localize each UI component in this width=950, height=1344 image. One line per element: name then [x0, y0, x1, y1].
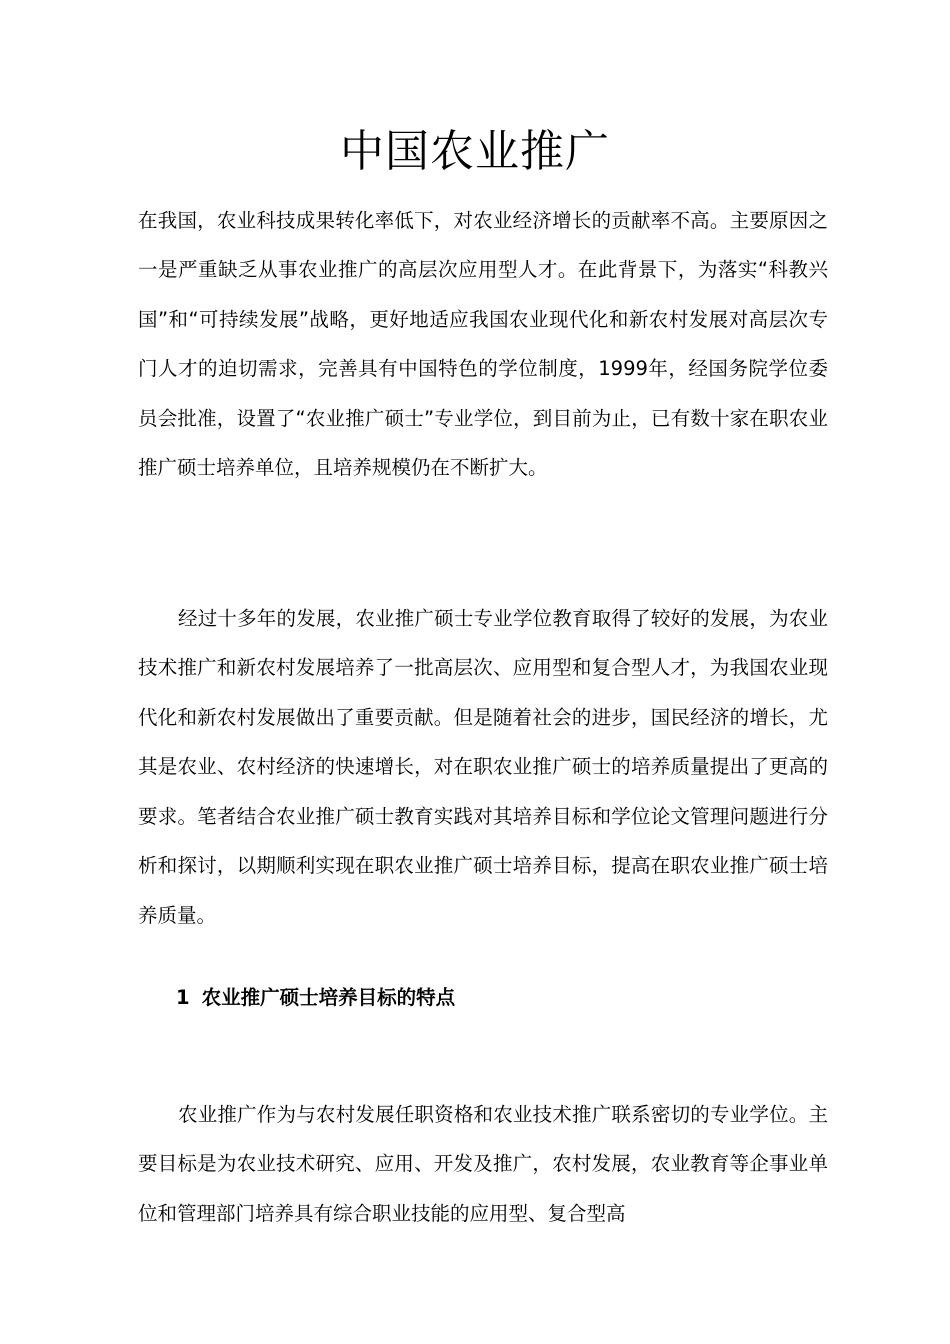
document-title: 中国农业推广 — [340, 126, 610, 178]
section-heading — [176, 978, 455, 1018]
section-heading-text: 农业推广硕士培养目标的特点 — [201, 986, 456, 1009]
section-number: 1 — [176, 986, 190, 1009]
paragraph-intro: 在我国，农业科技成果转化率低下，对农业经济增长的贡献率不高。主要原因之一是严重缺乏从事农业推广的高层次应用型人才。在此背景下，为落实“科教兴国”和“可持续发展”战略，更好地适应我国农业现代化和新农村发展对高层次专门人才的迫切需求，完善具有中国特色的学位制度，1999年，经国务院学位委员会批准，设置了“农业推广硕士”专业学位，到目前为止，已有数十家在职农业推广硕士培养单位，且培养规模仍在不断扩大。 — [138, 208, 828, 479]
paragraph-development: 经过十多年的发展，农业推广硕士专业学位教育取得了较好的发展，为农业技术推广和新农村发展培养了一批高层次、应用型和复合型人才，为我国农业现代化和新农村发展做出了重要贡献。但是随着社会的进步，国民经济的增长，尤其是农业、农村经济的快速增长，对在职农业推广硕士的培养质量提出了更高的要求。笔者结合农业推广硕士教育实践对其培养目标和学位论文管理问题进行分析和探讨，以期顺利实现在职农业推广硕士培养目标，提高在职农业推广硕士培养质量。 — [138, 606, 828, 927]
paragraph-section-body: 农业推广作为与农村发展任职资格和农业技术推广联系密切的专业学位。主要目标是为农业技术研究、应用、开发及推广，农村发展，农业教育等企事业单位和管理部门培养具有综合职业技能的应用型、复合型高 — [138, 1102, 828, 1225]
